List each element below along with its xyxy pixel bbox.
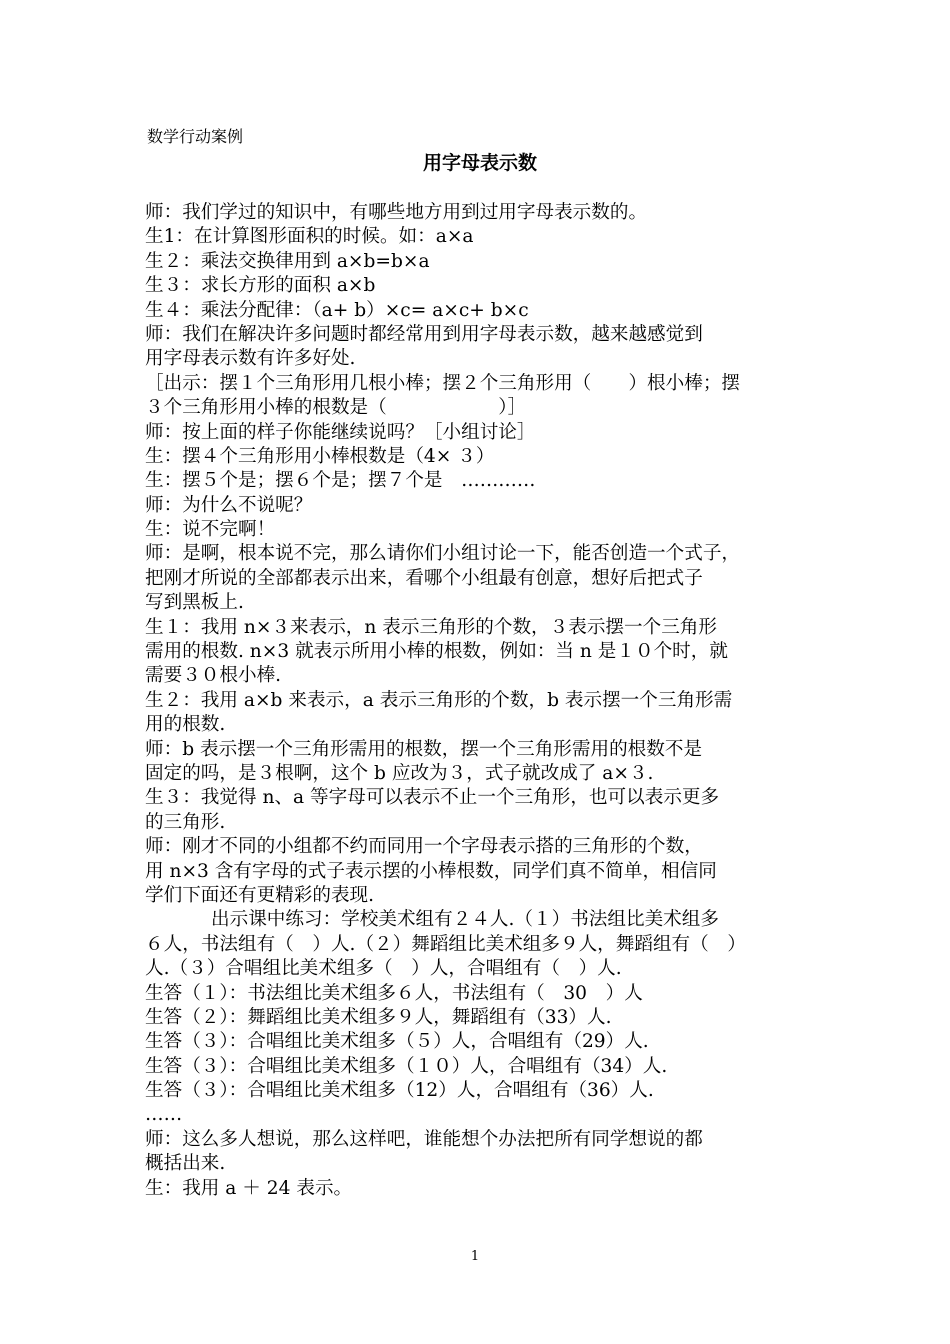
text-line: 师：按上面的样子你能继续说吗？［小组讨论］ xyxy=(145,421,536,443)
text-line: ［出示：摆１个三角形用几根小棒；摆２个三角形用（ ）根小棒；摆 xyxy=(145,372,741,394)
text-line: 生２：我用 a×b 来表示，a 表示三角形的个数，b 表示摆一个三角形需 xyxy=(145,689,733,711)
text-line: 师：是啊，根本说不完，那么请你们小组讨论一下，能否创造一个式子， xyxy=(145,543,741,565)
text-line: …… xyxy=(145,1104,183,1126)
text-line: 用 n×3 含有字母的式子表示摆的小棒根数，同学们真不简单，相信同 xyxy=(145,860,717,882)
text-line: 师：为什么不说呢？ xyxy=(145,494,313,516)
text-line: 用字母表示数有许多好处. xyxy=(145,348,356,370)
text-line: 生答（２）：舞蹈组比美术组多９人，舞蹈组有（33）人. xyxy=(145,1006,612,1028)
page-number: 1 xyxy=(470,1249,480,1264)
text-line: 学们下面还有更精彩的表现. xyxy=(145,884,375,906)
text-line: 生：说不完啊！ xyxy=(145,519,276,541)
text-line: 师：这么多人想说，那么这样吧，谁能想个办法把所有同学想说的都 xyxy=(145,1128,703,1150)
text-line: 的三角形. xyxy=(145,811,226,833)
text-line: 生３：我觉得 n、a 等字母可以表示不止一个三角形，也可以表示更多 xyxy=(145,787,720,809)
text-line: 生答（１）：书法组比美术组多６人，书法组有（ 30 ）人 xyxy=(145,982,643,1004)
text-line: 生：摆４个三角形用小棒根数是（4× ３） xyxy=(145,445,495,467)
text-line: 生１：我用 n×３来表示，n 表示三角形的个数，３表示摆一个三角形 xyxy=(145,616,717,638)
text-line: 生答（３）：合唱组比美术组多（１０）人，合唱组有（34）人. xyxy=(145,1055,668,1077)
text-line: 概括出来. xyxy=(145,1153,226,1175)
text-line: 生：我用 a ＋ 24 表示。 xyxy=(145,1177,353,1199)
text-line: 生答（３）：合唱组比美术组多（12）人，合唱组有（36）人. xyxy=(145,1080,654,1102)
document-title: 用字母表示数 xyxy=(422,152,537,174)
document-body xyxy=(145,201,817,1201)
text-line: 用的根数. xyxy=(145,714,226,736)
text-line: 师：我们学过的知识中，有哪些地方用到过用字母表示数的。 xyxy=(145,202,648,223)
text-line: 师：b 表示摆一个三角形需用的根数，摆一个三角形需用的根数不是 xyxy=(145,738,703,760)
text-line: 固定的吗，是３根啊，这个 b 应改为３，式子就改成了 a×３. xyxy=(145,762,654,784)
text-line: 人.（３）合唱组比美术组多（ ）人，合唱组有（ ）人. xyxy=(145,958,622,980)
text-line: 出示课中练习：学校美术组有２４人.（１）书法组比美术组多 xyxy=(211,909,719,931)
text-line: 写到黑板上. xyxy=(145,592,244,614)
text-line: ６人，书法组有（ ）人.（２）舞蹈组比美术组多９人，舞蹈组有（ ） xyxy=(145,933,746,955)
text-line: 生３：求长方形的面积 a×b xyxy=(145,275,376,297)
text-line: ３个三角形用小棒的根数是（ ）］ xyxy=(145,397,527,419)
document-header: 数学行动案例 xyxy=(147,127,244,146)
text-line: 生答（３）：合唱组比美术组多（５）人，合唱组有（29）人. xyxy=(145,1031,649,1053)
text-line: 生：摆５个是；摆６个是；摆７个是 ………… xyxy=(145,470,536,492)
text-line: 生４：乘法分配律：（a+ b）×c= a×c+ b×c xyxy=(145,299,529,321)
text-line: 生２：乘法交换律用到 a×b=b×a xyxy=(145,250,430,272)
text-line: 师：刚才不同的小组都不约而同用一个字母表示搭的三角形的个数， xyxy=(145,836,703,858)
text-line: 需要３０根小棒. xyxy=(145,665,282,687)
text-line: 把刚才所说的全部都表示出来，看哪个小组最有创意，想好后把式子 xyxy=(145,567,703,589)
text-line: 需用的根数. n×3 就表示所用小棒的根数，例如：当 n 是１０个时，就 xyxy=(145,641,728,663)
text-line: 生1：在计算图形面积的时候。如：a×a xyxy=(145,226,474,248)
text-line: 师：我们在解决许多问题时都经常用到用字母表示数，越来越感觉到 xyxy=(145,323,703,345)
